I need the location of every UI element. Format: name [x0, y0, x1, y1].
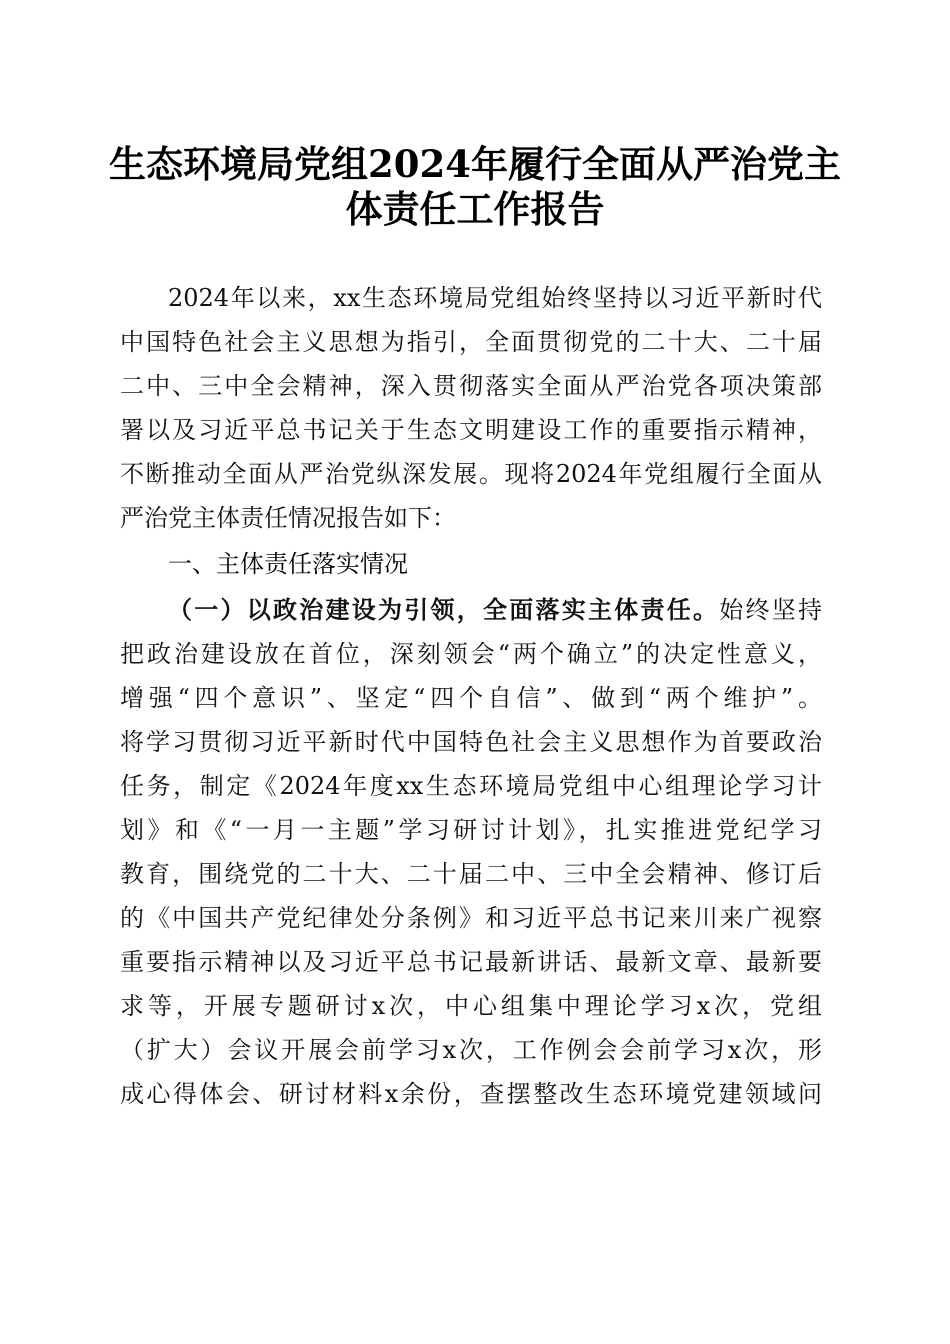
intro-line: 严治党主体责任情况报告如下：: [120, 504, 456, 532]
subsection-line: 将学习贯彻习近平新时代中国特色社会主义思想作为首要政治: [120, 728, 822, 756]
document-title-line-1: 生态环境局党组2024年履行全面从严治党主: [109, 142, 841, 186]
subsection-line: 重要指示精神以及习近平总书记最新讲话、最新文章、最新要: [120, 948, 822, 976]
subsection-line: 把政治建设放在首位，深刻领会“两个确立”的决定性意义，: [120, 640, 822, 668]
document-title-line-2: 体责任工作报告: [345, 187, 605, 231]
subsection-line: 增强“四个意识”、坚定“四个自信”、做到“两个维护”。: [120, 684, 822, 712]
subsection-first-line: [168, 598, 822, 622]
subsection-line: （扩大）会议开展会前学习x次，工作例会会前学习x次，形: [120, 1036, 822, 1064]
intro-line: 署以及习近平总书记关于生态文明建设工作的重要指示精神，: [120, 416, 822, 444]
intro-line: 不断推动全面从严治党纵深发展。现将2024年党组履行全面从: [120, 460, 822, 488]
subsection-line: 求等，开展专题研讨x次，中心组集中理论学习x次，党组: [120, 992, 822, 1020]
subsection-line: 成心得体会、研讨材料x余份，查摆整改生态环境党建领域问: [120, 1080, 822, 1108]
subsection-line: 的《中国共产党纪律处分条例》和习近平总书记来川来广视察: [120, 904, 822, 932]
subsection-first-line-rest: 始终坚持: [719, 596, 822, 624]
intro-line: 二中、三中全会精神，深入贯彻落实全面从严治党各项决策部: [120, 372, 822, 400]
intro-line: 中国特色社会主义思想为指引，全面贯彻党的二十大、二十届: [120, 328, 822, 356]
subsection-line: 任务，制定《2024年度xx生态环境局党组中心组理论学习计: [120, 772, 822, 800]
subsection-line: 划》和《“一月一主题”学习研讨计划》，扎实推进党纪学习: [120, 816, 822, 844]
section-heading-1: 一、主体责任落实情况: [168, 550, 408, 578]
intro-line: 2024年以来，xx生态环境局党组始终坚持以习近平新时代: [168, 284, 822, 312]
subsection-heading-1: （一）以政治建设为引领，全面落实主体责任。: [168, 596, 720, 624]
subsection-line: 教育，围绕党的二十大、二十届二中、三中全会精神、修订后: [120, 860, 822, 888]
